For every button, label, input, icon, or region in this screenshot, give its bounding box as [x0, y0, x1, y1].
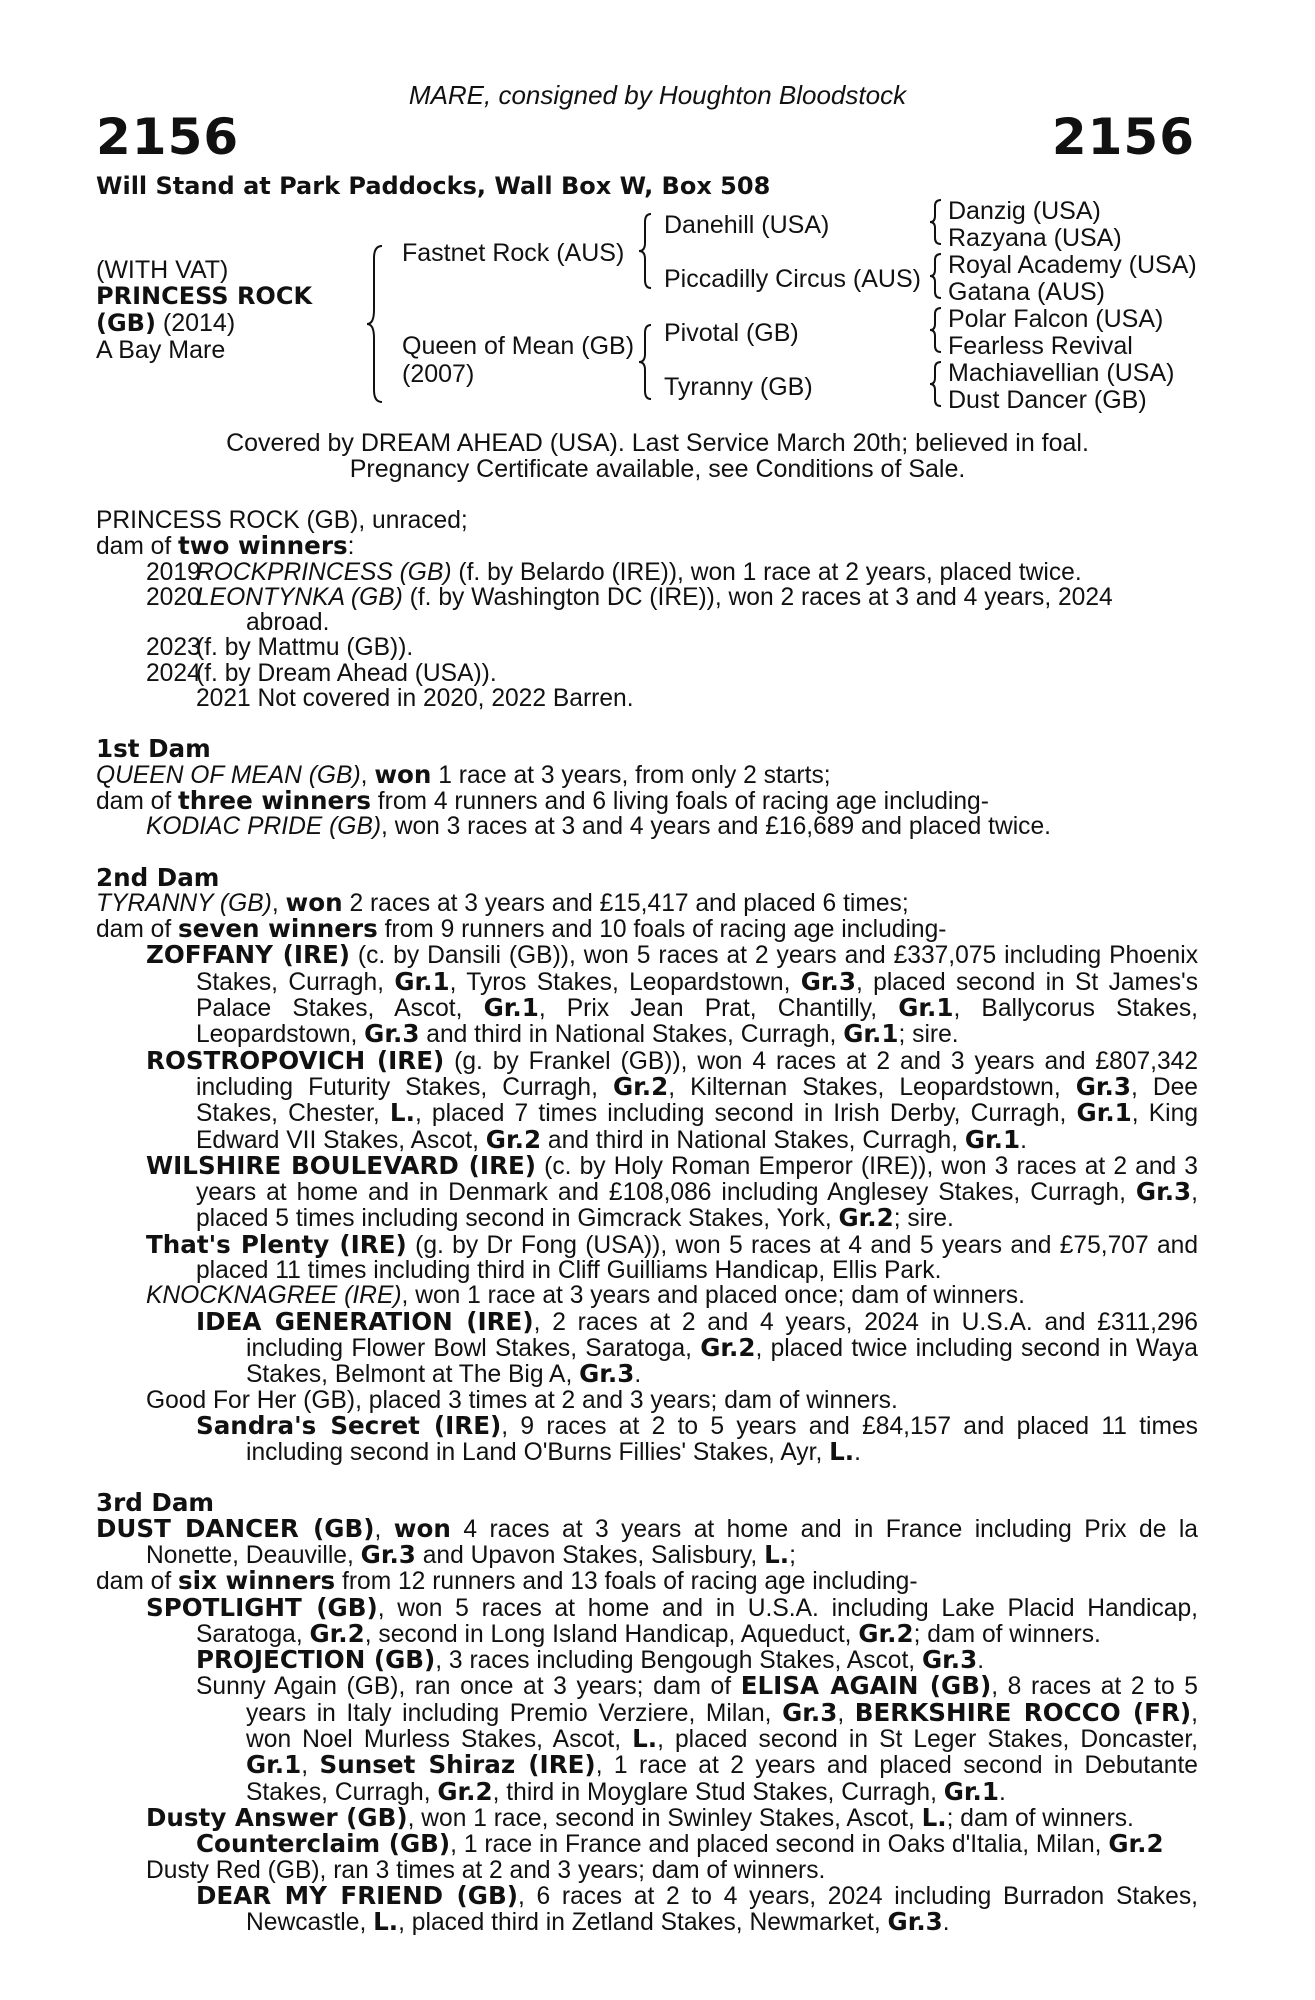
horse-description: A Bay Mare — [96, 336, 226, 364]
great-grandparent-1: Danzig (USA) — [948, 197, 1101, 225]
produce-note: 2021 Not covered in 2020, 2022 Barren. — [196, 685, 634, 713]
great-grandparent-3: Royal Academy (USA) — [948, 251, 1197, 279]
granddam-1: Piccadilly Circus (AUS) — [664, 265, 921, 293]
runner-idea-generation: IDEA GENERATION (IRE), 2 races at 2 and 4 years, 2024 in U.S.A. and £311,296 including Flower Bowl Stakes, Saratoga, Gr.2, placed twice including second in Waya Stakes, Belmont at The Big A, Gr.3. — [196, 1306, 1198, 1389]
pedigree-brace-6 — [929, 306, 943, 354]
third-dam-record: DUST DANCER (GB), won 4 races at 3 years at home and in France including Prix de la Nonette, Deauville, Gr.3 and Upavon Stakes, Salisbury, L.; — [96, 1513, 1198, 1569]
runner-sandras-secret: Sandra's Secret (IRE), 9 races at 2 to 5 years and £84,157 and placed 11 times including second in Land O'Burns Fillies' Stakes, Ayr, L.. — [196, 1410, 1198, 1467]
runner-dusty-answer: Dusty Answer (GB), won 1 race, second in Swinley Stakes, Ascot, L.; dam of winners. — [146, 1802, 1134, 1832]
second-dam-record: TYRANNY (GB), won 2 races at 3 years and £15,417 and placed 6 times; — [96, 887, 909, 917]
produce-dam-of: dam of two winners: — [96, 531, 355, 561]
pedigree-brace-5 — [929, 252, 943, 300]
runner-zoffany: ZOFFANY (IRE) (c. by Dansili (GB)), won 5 races at 2 years and £337,075 including Phoenix Stakes, Curragh, Gr.1, Tyros Stakes, Leopardstown, Gr.3, placed second in St James's Palace Stakes, Ascot, Gr.1, Prix Jean Prat, Chantilly, Gr.1, Ballycorus Stakes, Leopardstown, Gr.3 and third in National Stakes, Curragh, Gr.1; sire. — [146, 940, 1199, 1049]
pedigree-brace-3 — [638, 323, 654, 401]
produce-item: 2019 ROCKPRINCESS (GB) (f. by Belardo (IRE)), won 1 race at 2 years, placed twice. — [146, 558, 1082, 586]
runner-projection: PROJECTION (GB), 3 races including Bengough Stakes, Ascot, Gr.3. — [196, 1645, 985, 1675]
horse-name: PRINCESS ROCK — [96, 282, 313, 310]
lot-number-right: 2156 — [1051, 108, 1195, 166]
stand-location: Will Stand at Park Paddocks, Wall Box W, Box 508 — [96, 172, 771, 200]
produce-item: 2020 LEONTYNKA (GB) (f. by Washington DC (IRE)), won 2 races at 3 and 4 years, 2024 abroad. — [146, 583, 1113, 637]
covering-line-2: Pregnancy Certificate available, see Conditions of Sale. — [349, 455, 966, 483]
grandsire-2: Pivotal (GB) — [664, 319, 799, 347]
sire-name: Fastnet Rock (AUS) — [402, 239, 625, 267]
dam-name: Queen of Mean (GB) — [402, 332, 635, 360]
first-dam-runner: KODIAC PRIDE (GB), won 3 races at 3 and 4 years and £16,689 and placed twice. — [146, 813, 1051, 841]
runner-spotlight: SPOTLIGHT (GB), won 5 races at home and in U.S.A. including Lake Placid Handicap, Saratoga, Gr.2, second in Long Island Handicap, Aqueduct, Gr.2; dam of winners. — [146, 1592, 1198, 1648]
pedigree-brace-2 — [638, 212, 654, 290]
covering-line-1: Covered by DREAM AHEAD (USA). Last Service March 20th; believed in foal. — [226, 429, 1089, 457]
runner-wilshire-boulevard: WILSHIRE BOULEVARD (IRE) (c. by Holy Roman Emperor (IRE)), won 3 races at 2 and 3 years at home and in Denmark and £108,086 including Anglesey Stakes, Curragh, Gr.3, placed 5 times including second in Gimcrack Stakes, York, Gr.2; sire. — [146, 1150, 1198, 1233]
produce-item: 2024 (f. by Dream Ahead (USA)). — [146, 659, 497, 687]
pedigree-brace-4 — [929, 198, 943, 246]
dam-year: (2007) — [402, 360, 475, 388]
granddam-2: Tyranny (GB) — [664, 373, 813, 401]
catalogue-body — [96, 508, 1198, 1935]
produce-item: 2023 (f. by Mattmu (GB)). — [146, 634, 414, 662]
first-dam-heading: 1st Dam — [96, 734, 211, 764]
second-dam-heading: 2nd Dam — [96, 862, 220, 892]
covering-info — [0, 430, 1315, 482]
runner-good-for-her: Good For Her (GB), placed 3 times at 2 and 3 years; dam of winners. — [146, 1386, 898, 1414]
great-grandparent-2: Razyana (USA) — [948, 224, 1122, 252]
third-dam-produce: dam of six winners from 12 runners and 13 foals of racing age including- — [96, 1566, 918, 1596]
first-dam-produce: dam of three winners from 4 runners and 6 living foals of racing age including- — [96, 785, 989, 815]
great-grandparent-4: Gatana (AUS) — [948, 278, 1106, 306]
runner-dear-my-friend: DEAR MY FRIEND (GB), 6 races at 2 to 4 years, 2024 including Burradon Stakes, Newcastle, L., placed third in Zetland Stakes, Newmarket, Gr.3. — [196, 1880, 1198, 1937]
runner-counterclaim: Counterclaim (GB), 1 race in France and placed second in Oaks d'Italia, Milan, Gr.2 — [196, 1829, 1164, 1859]
great-grandparent-5: Polar Falcon (USA) — [948, 305, 1164, 333]
pedigree-brace-1 — [366, 244, 386, 404]
great-grandparent-6: Fearless Revival — [948, 332, 1133, 360]
pedigree-brace-7 — [929, 360, 943, 408]
runner-dusty-red: Dusty Red (GB), ran 3 times at 2 and 3 years; dam of winners. — [146, 1856, 826, 1884]
runner-knocknagree: KNOCKNAGREE (IRE), won 1 race at 3 years and placed once; dam of winners. — [146, 1282, 1025, 1310]
third-dam-heading: 3rd Dam — [96, 1488, 215, 1518]
great-grandparent-8: Dust Dancer (GB) — [948, 386, 1147, 414]
runner-thats-plenty: That's Plenty (IRE) (g. by Dr Fong (USA)), won 5 races at 4 and 5 years and £75,707 and placed 11 times including third in Cliff Guilliams Handicap, Ellis Park. — [146, 1229, 1199, 1285]
grandsire-1: Danehill (USA) — [664, 211, 830, 239]
horse-year: (2014) — [162, 309, 236, 337]
great-grandparent-7: Machiavellian (USA) — [948, 359, 1175, 387]
runner-sunny-again: Sunny Again (GB), ran once at 3 years; dam of ELISA AGAIN (GB), 8 races at 2 to 5 years in Italy including Premio Verziere, Milan, Gr.3, BERKSHIRE ROCCO (FR), won Noel Murless Stakes, Ascot, L., placed second in St Leger Stakes, Doncaster, Gr.1, Sunset Shiraz (IRE), 1 race at 2 years and placed second in Debutante Stakes, Curragh, Gr.2, third in Moyglare Stud Stakes, Curragh, Gr.1. — [196, 1671, 1198, 1806]
horse-origin-year — [96, 310, 235, 337]
lot-number-left: 2156 — [96, 108, 240, 166]
first-dam-record: QUEEN OF MEAN (GB), won 1 race at 3 years, from only 2 starts; — [96, 759, 831, 789]
consignment-line: MARE, consigned by Houghton Bloodstock — [408, 80, 907, 110]
runner-rostropovich: ROSTROPOVICH (IRE) (g. by Frankel (GB)), won 4 races at 2 and 3 years and £807,342 including Futurity Stakes, Curragh, Gr.2, Kilternan Stakes, Leopardstown, Gr.3, Dee Stakes, Chester, L., placed 7 times including second in Irish Derby, Curragh, Gr.1, King Edward VII Stakes, Ascot, Gr.2 and third in National Stakes, Curragh, Gr.1. — [146, 1045, 1198, 1154]
produce-intro: PRINCESS ROCK (GB), unraced; — [96, 507, 468, 534]
horse-origin: (GB) — [96, 309, 156, 337]
second-dam-produce: dam of seven winners from 9 runners and 10 foals of racing age including- — [96, 914, 947, 944]
vat-label: (WITH VAT) — [96, 256, 229, 284]
